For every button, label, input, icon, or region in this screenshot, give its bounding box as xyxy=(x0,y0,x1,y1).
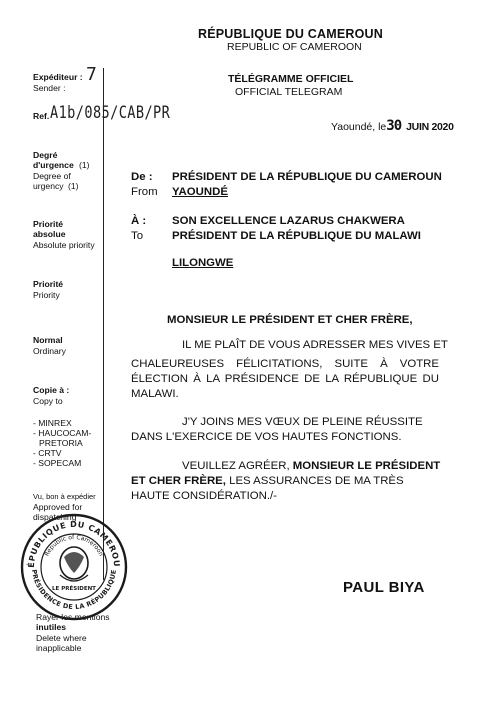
sender-label-fr: Expéditeur : xyxy=(33,72,83,82)
urgency-num-fr: (1) xyxy=(79,160,90,170)
to-line-3: LILONGWE xyxy=(172,257,234,269)
seal-text-top: ÉPUBLIQUE DU CAMEROU xyxy=(26,519,122,568)
telegram-title-en: OFFICIAL TELEGRAM xyxy=(235,86,343,98)
official-seal xyxy=(20,513,128,621)
priority-absolute-fr: Priorité absolue xyxy=(33,219,66,239)
to-label-en: To xyxy=(131,230,144,242)
republic-title-en: REPUBLIC OF CAMEROON xyxy=(227,41,362,53)
seal-text-mid: LE PRÉSIDENT xyxy=(52,586,96,592)
from-line-1: PRÉSIDENT DE LA RÉPUBLIQUE DU CAMEROUN xyxy=(172,171,442,183)
strike-note-en-2: inapplicable xyxy=(36,643,82,653)
paragraph-1-rest: CHALEUREUSES FÉLICITATIONS, SUITE À VOTRE ÉLECTION À LA PRÉSIDENCE DE LA RÉPUBLIQUE DU MALAWI. xyxy=(131,358,439,400)
to-label-fr: À : xyxy=(131,215,147,227)
approved-label-fr: Vu, bon à expédier xyxy=(33,492,96,501)
copy-item: PRETORIA xyxy=(39,438,83,448)
to-line-2: PRÉSIDENT DE LA RÉPUBLIQUE DU MALAWI xyxy=(172,230,421,242)
seal-text-bottom: PRÉSIDENCE DE LA RÉPUBLIQUE xyxy=(30,568,118,612)
ref-handwritten: A1b/085/CAB/PR xyxy=(50,103,171,123)
urgency-label-en: Degree of urgency xyxy=(33,171,71,191)
paragraph-1-first: IL ME PLAÎT DE VOUS ADRESSER MES VIVES ET xyxy=(182,339,448,351)
signature: PAUL BIYA xyxy=(343,579,425,596)
sidebar-divider xyxy=(103,68,104,580)
ref-label: Ref. xyxy=(33,111,50,121)
closing-a: VEUILLEZ AGRÉER, xyxy=(182,460,290,472)
copy-item: - MINREX xyxy=(33,418,72,428)
closing-b: MONSIEUR LE PRÉSIDENT xyxy=(292,460,441,472)
paragraph-3 xyxy=(131,459,441,504)
date-prefix: Yaoundé, le xyxy=(331,121,387,133)
sender-handwritten: 7 xyxy=(86,64,97,85)
priority-en: Priority xyxy=(33,290,60,300)
from-label-fr: De : xyxy=(131,171,153,183)
copy-item: - SOPECAM xyxy=(33,458,82,468)
urgency-label-fr: Degré d'urgence xyxy=(33,150,74,170)
date-suffix: JUIN 2020 xyxy=(406,121,454,133)
paragraph-2-rest: DANS L'EXERCICE DE VOS HAUTES FONCTIONS. xyxy=(131,431,402,443)
approved-label-en: Approved for dispatching xyxy=(33,502,83,522)
copy-item: - CRTV xyxy=(33,448,62,458)
copy-item: - HAUCOCAM- xyxy=(33,428,92,438)
paragraph-2-first: J'Y JOINS MES VŒUX DE PLEINE RÉUSSITE xyxy=(182,416,423,428)
closing-c: ET CHER FRÈRE, xyxy=(131,475,226,487)
date-handwritten: 30 xyxy=(386,118,402,134)
from-label-en: From xyxy=(131,186,158,198)
strike-note-en: Delete where xyxy=(36,633,87,643)
priority-absolute-en: Absolute priority xyxy=(33,240,95,250)
sender-label-en: Sender : xyxy=(33,83,66,93)
seal-text-inner: Republic of Cameroon xyxy=(43,533,105,558)
normal-fr: Normal xyxy=(33,335,63,345)
priority-fr: Priorité xyxy=(33,279,64,289)
date-line xyxy=(331,118,454,134)
strike-note-fr: Rayer les mentions xyxy=(36,612,110,622)
telegram-title-fr: TÉLÉGRAMME OFFICIEL xyxy=(228,73,354,85)
urgency-num-en: (1) xyxy=(68,181,79,191)
to-line-1: SON EXCELLENCE LAZARUS CHAKWERA xyxy=(172,215,405,227)
strike-note-fr-2: inutiles xyxy=(36,622,67,632)
copy-label-en: Copy to xyxy=(33,396,63,406)
copy-label-fr: Copie à : xyxy=(33,385,70,395)
from-line-2: YAOUNDÉ xyxy=(172,186,228,198)
salutation: MONSIEUR LE PRÉSIDENT ET CHER FRÈRE, xyxy=(167,314,413,326)
seal-graphic xyxy=(20,513,128,621)
normal-en: Ordinary xyxy=(33,346,66,356)
closing-d: LES ASSURANCES DE MA TRÈS HAUTE CONSIDÉRATION./- xyxy=(131,475,404,502)
republic-title-fr: RÉPUBLIQUE DU CAMEROUN xyxy=(198,27,383,41)
